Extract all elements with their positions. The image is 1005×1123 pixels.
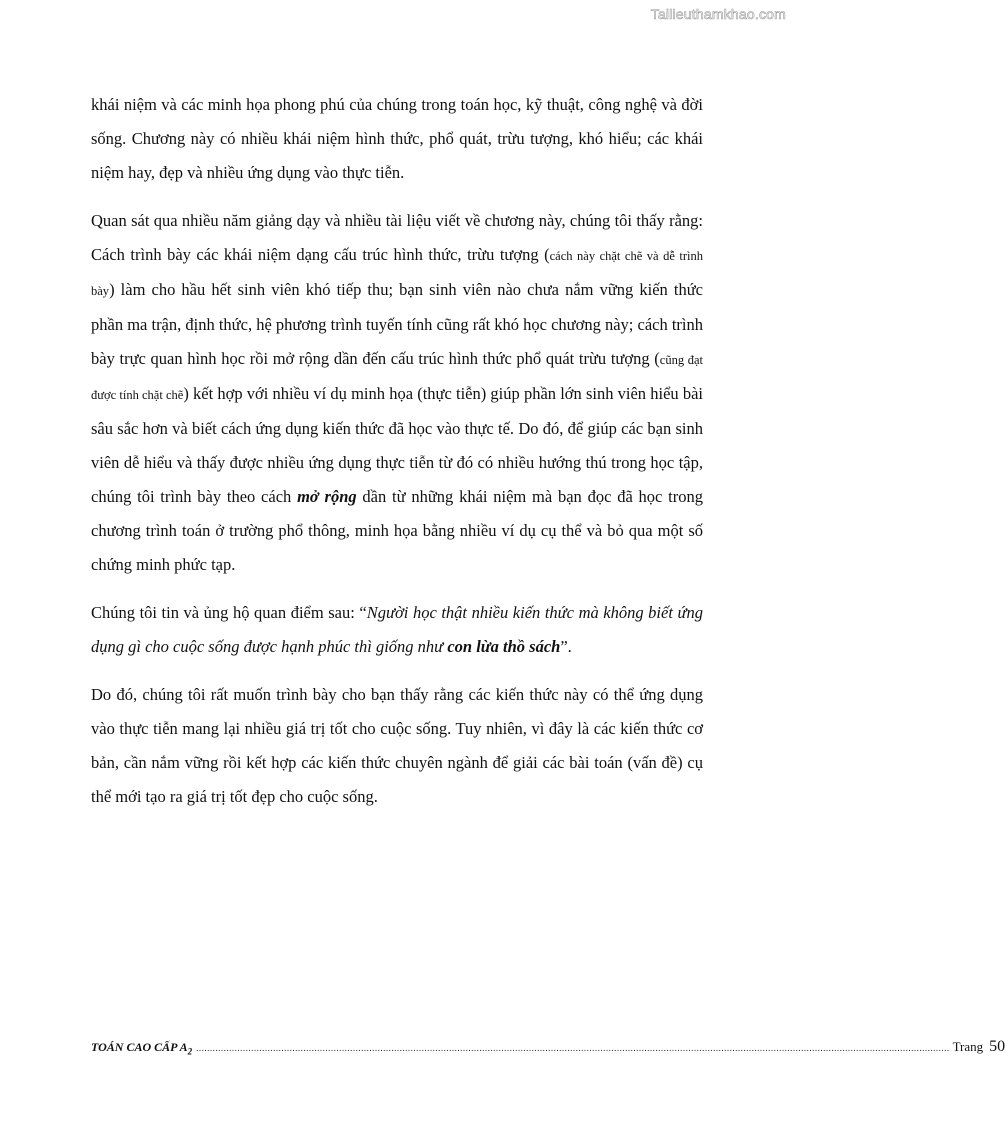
paragraph-1: khái niệm và các minh họa phong phú của chúng trong toán học, kỹ thuật, công nghệ và đời sống. Chương này có nhiều khái niệm hình thức, phổ quát, trừu tượng, khó hiểu; các khái niệm hay, đẹp và nhiều ứng dụng vào thực tiễn. [91, 95, 703, 182]
document-body [91, 88, 703, 828]
paragraph-2-small-note-2: cũng đạt được tính chặt chẽ [91, 353, 703, 402]
paragraph-3-quote-bold: con lừa thồ sách [447, 637, 561, 656]
paragraph-2-small-note-1: cách này chặt chẽ và dễ trình bày [91, 249, 704, 298]
paragraph-3-quote: Người học thật nhiều kiến thức mà không biết ứng dụng gì cho cuộc sống được hạnh phúc thì giống như [91, 603, 703, 656]
paragraph-4: Do đó, chúng tôi rất muốn trình bày cho bạn thấy rằng các kiến thức này có thể ứng dụng vào thực tiễn mang lại nhiều giá trị tốt cho cuộc sống. Tuy nhiên, vì đây là các kiến thức cơ bản, cần nắm vững rồi kết hợp các kiến thức chuyên ngành để giải các bài toán (vấn đề) cụ thể mới tạo ra giá trị tốt đẹp cho cuộc sống. [91, 685, 703, 806]
paragraph-2-part-2: ) làm cho hầu hết sinh viên khó tiếp thu; bạn sinh viên nào chưa nắm vững kiến thức phần ma trận, định thức, hệ phương trình tuyến tính cũng rất khó học chương này; cách trình bày trực quan hình học rồi mở rộng dần đến cấu trúc hình thức phổ quát trừu tượng ( [91, 280, 704, 368]
paragraph-2-part-3: ) kết hợp với nhiều ví dụ minh họa (thực tiễn) giúp phần lớn sinh viên hiểu bài sâu sắc hơn và biết cách ứng dụng kiến thức đã học vào thực tế. Do đó, để giúp các bạn sinh viên dễ hiểu và thấy được nhiều ứng dụng thực tiễn từ đó có nhiều hướng thú trong học tập, chúng tôi trình bày theo cách [91, 384, 703, 506]
footer-title [91, 1040, 192, 1056]
footer-page-number: 50 [989, 1038, 1005, 1055]
paragraph-3-intro: Chúng tôi tin và ủng hộ quan điểm sau: “ [91, 603, 367, 622]
paragraph-2 [91, 204, 703, 582]
footer-page-label: Trang [952, 1039, 984, 1054]
paragraph-2-part-1: Quan sát qua nhiều năm giảng dạy và nhiều tài liệu viết về chương này, chúng tôi thấy rằng: Cách trình bày các khái niệm dạng cấu trúc hình thức, trừu tượng ( [91, 211, 703, 264]
paragraph-2-emphasis: mở rộng [297, 487, 357, 506]
paragraph-3 [91, 596, 703, 664]
paragraph-3-outro: ”. [560, 637, 572, 656]
paragraph-2-part-4: dần từ những khái niệm mà bạn đọc đã học trong chương trình toán ở trường phổ thông, minh họa bằng nhiều ví dụ cụ thể và bỏ qua một số chứng minh phức tạp. [91, 487, 703, 574]
footer-title-subscript: 2 [187, 1046, 193, 1057]
footer-dot-leader: .................................................................................................................................................................................................................................................................................. [196, 1043, 950, 1053]
page-footer [91, 1038, 1005, 1057]
footer-title-text: TOÁN CAO CẤP A [91, 1040, 188, 1054]
watermark: Tailieuthamkhao.com [650, 6, 786, 22]
